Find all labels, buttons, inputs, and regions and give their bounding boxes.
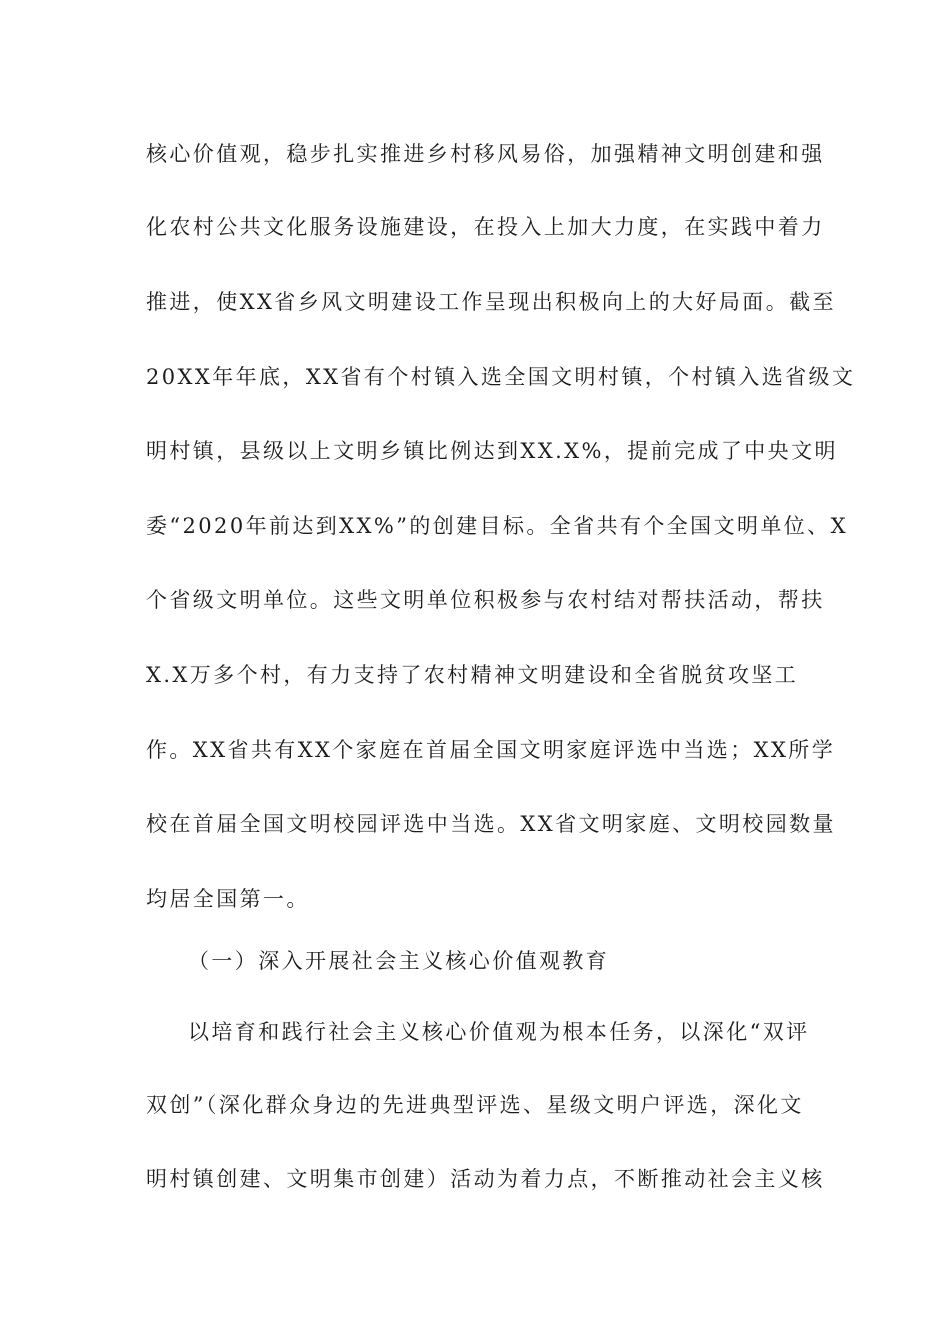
text-line: X.X万多个村，有力支持了农村精神文明建设和全省脱贫攻坚工 [146,663,799,687]
text-line: 20XX年年底，XX省有个村镇入选全国文明村镇，个村镇入选省级文 [146,365,856,389]
text-line: 委“2020年前达到XX%”的创建目标。全省共有个全国文明单位、X [146,514,848,538]
text-line: 化农村公共文化服务设施建设，在投入上加大力度，在实践中着力 [146,215,825,239]
text-line: 推进，使XX省乡风文明建设工作呈现出积极向上的大好局面。截至 [146,290,836,314]
text-line: 均居全国第一。 [146,887,310,911]
text-line: 校在首届全国文明校园评选中当选。XX省文明家庭、文明校园数量 [146,812,836,836]
text-line: 以培育和践行社会主义核心价值观为根本任务，以深化“双评 [188,1020,810,1044]
text-line: 核心价值观，稳步扎实推进乡村移风易俗，加强精神文明创建和强 [146,142,825,166]
text-line: 双创”（深化群众身边的先进典型评选、星级文明户评选，深化文 [146,1093,804,1117]
section-heading: （一）深入开展社会主义核心价值观教育 [188,949,610,973]
text-line: 作。XX省共有XX个家庭在首届全国文明家庭评选中当选；XX所学 [146,738,836,762]
text-line: 个省级文明单位。这些文明单位积极参与农村结对帮扶活动，帮扶 [146,588,825,612]
text-line: 明村镇，县级以上文明乡镇比例达到XX.X%，提前完成了中央文明 [146,439,838,463]
text-line: 明村镇创建、文明集市创建）活动为着力点，不断推动社会主义核 [146,1167,825,1191]
